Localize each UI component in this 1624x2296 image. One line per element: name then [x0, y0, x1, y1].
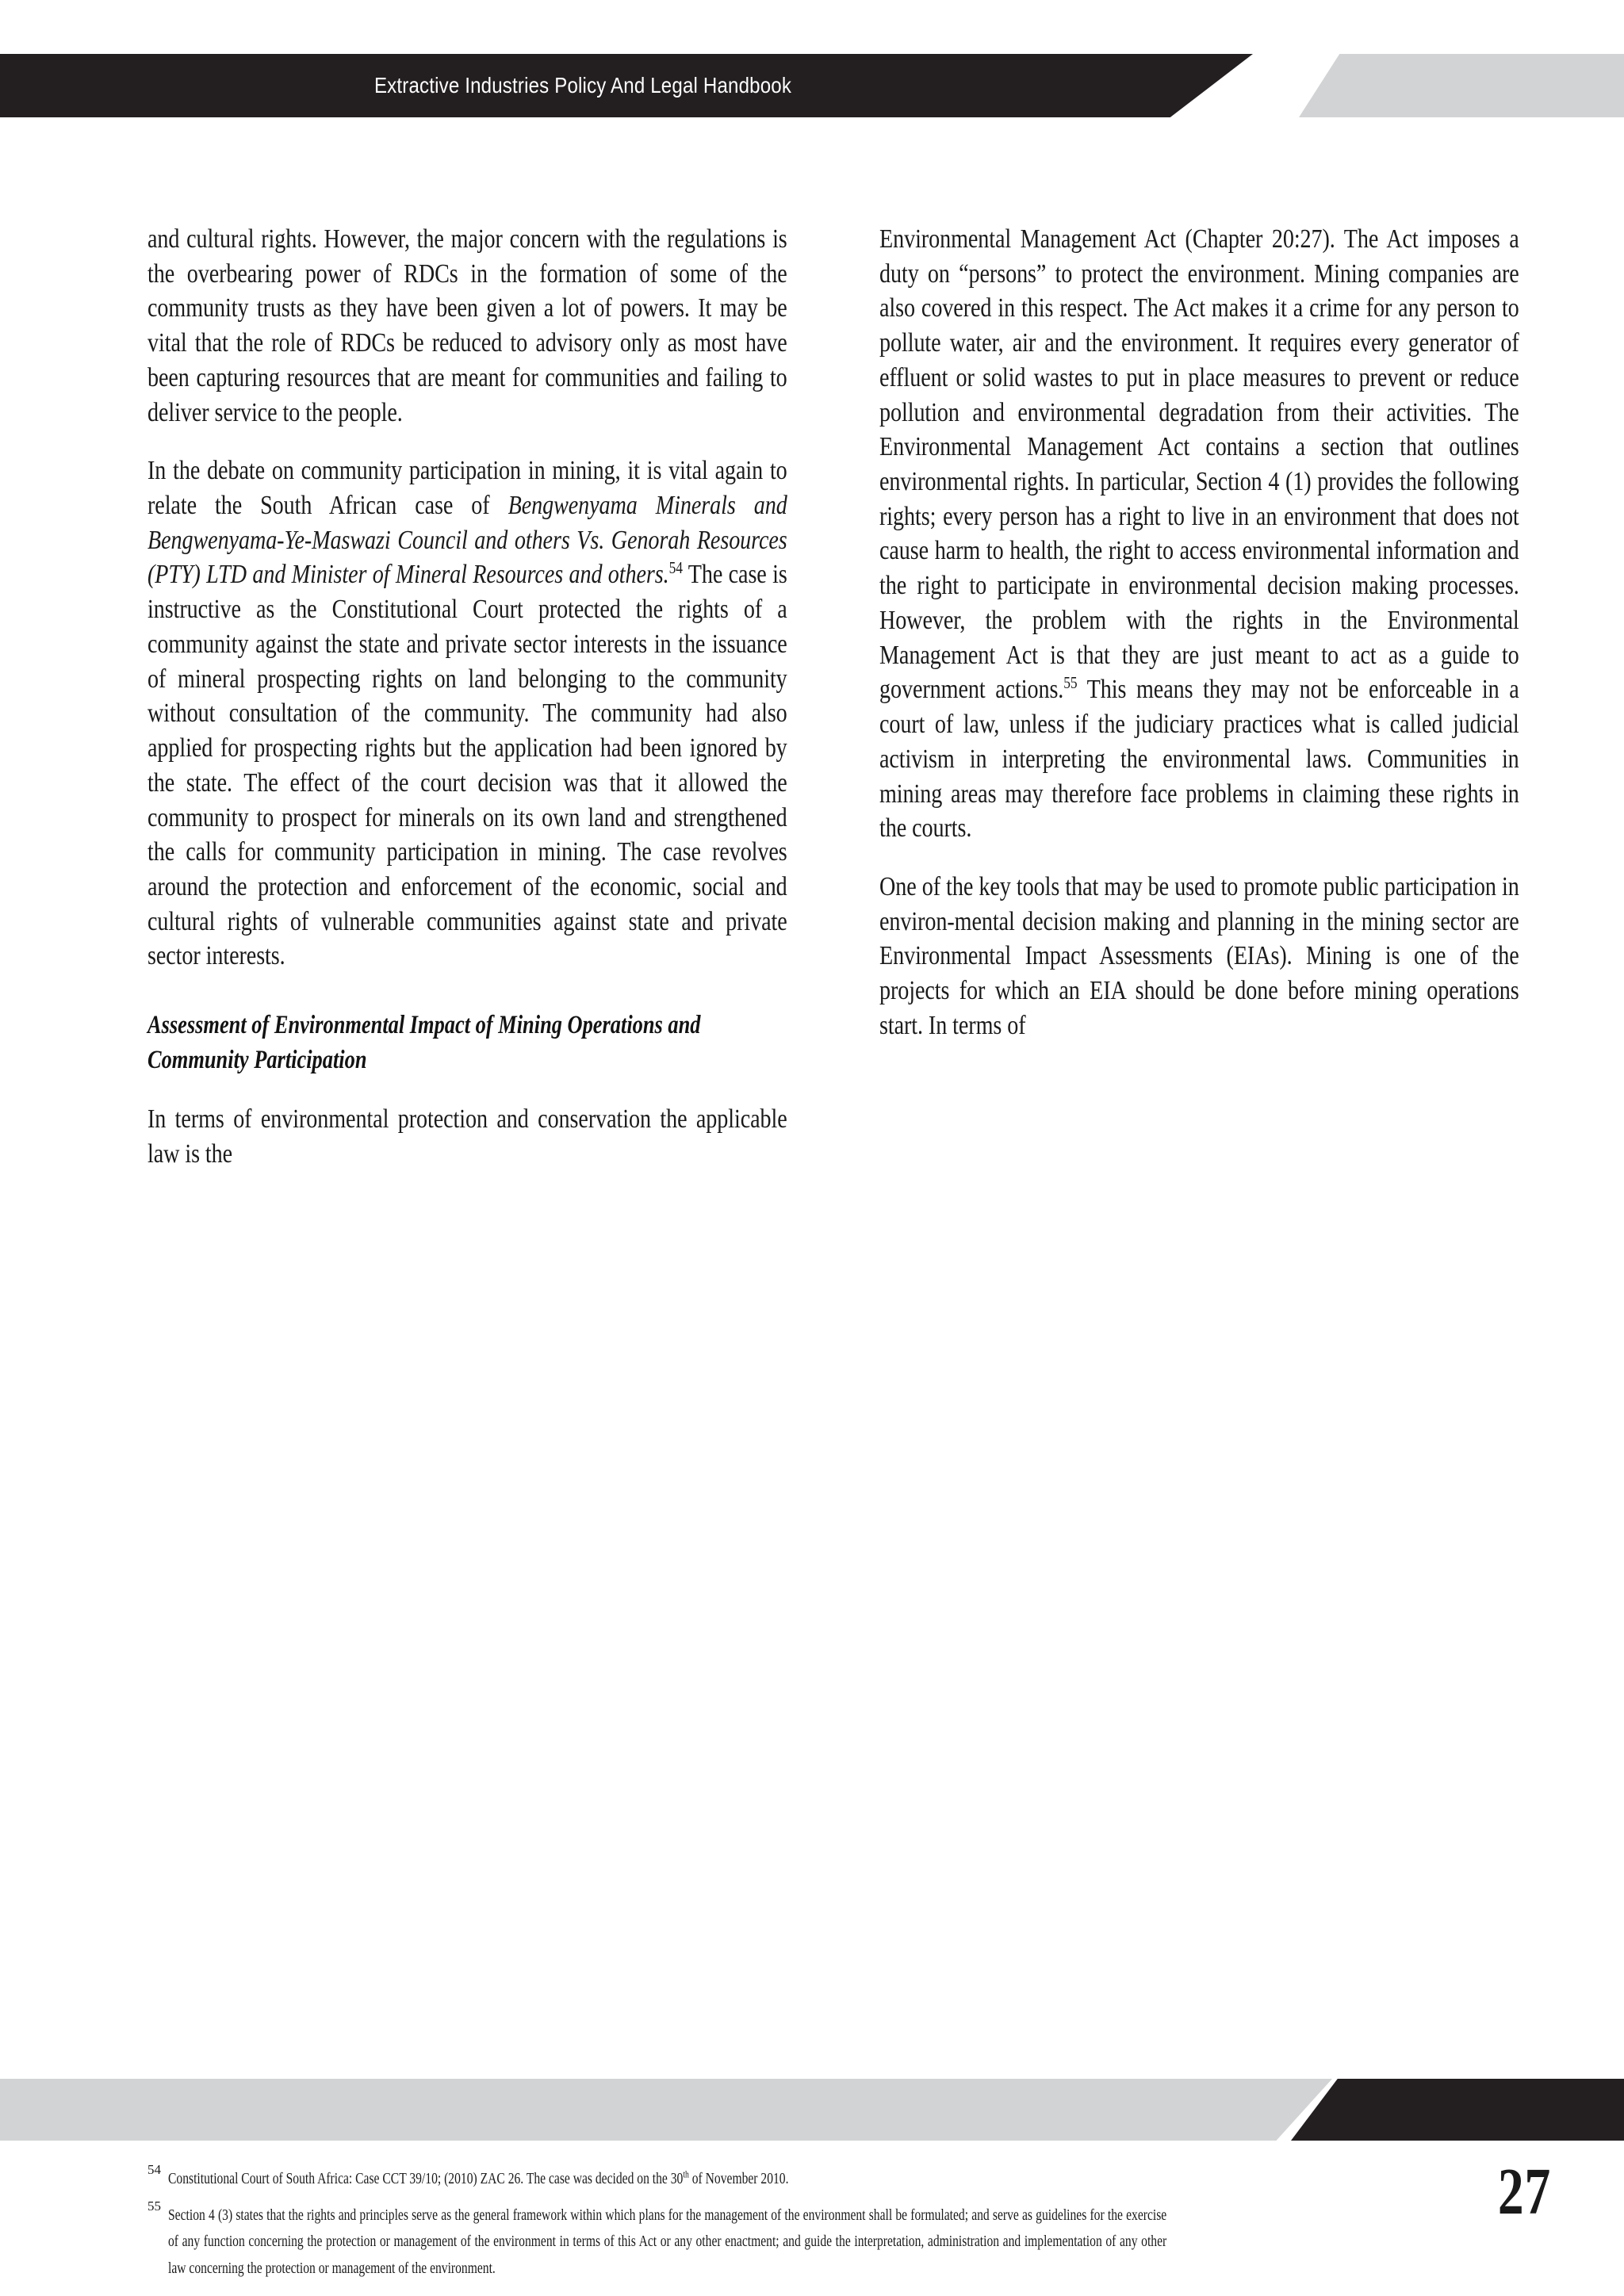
section-heading-eia-assessment: Assessment of Environmental Impact of Mining Operations and Community Participation [147, 1011, 701, 1074]
footnote-54 [147, 2161, 1416, 2193]
footnote-54-text [168, 2161, 1166, 2193]
right-column [879, 222, 1519, 2038]
footnote-54-number: 54 [147, 2162, 161, 2177]
paragraph-bengwenyama-case [147, 453, 787, 974]
footer-band [0, 2079, 1332, 2141]
case-name-italic: Bengwenyama Minerals and Bengwenyama-Ye-Maswazi Council and others Vs. Genorah Resources (PTY) LTD and Minister of Mineral Resources and others. [147, 491, 787, 590]
footnote-54-text-before: Constitutional Court of South Africa: Case CCT 39/10; (2010) ZAC 26. The case was decided on the 30 [168, 2171, 684, 2187]
footnote-ref-54[interactable]: 54 [668, 559, 683, 578]
footnote-54-text-after: of November 2010. [688, 2171, 789, 2187]
ema-text-part-1: Environmental Management Act (Chapter 20:27). The Act imposes a duty on “persons” to protect the environment. Mining companies are also covered in this respect. The Act makes it a crime for any person to pollute water, air and the environment. It requires every generator of effluent or solid wastes to put in place measures to prevent or reduce pollution and environmental degradation from their activities. The Environmental Management Act contains a section that outlines environmental rights. In particular, Section 4 (1) provides the following rights; every person has a right to live in an environment that does not cause harm to health, the right to access environmental information and the right to participate in environmental decision making processes. However, the problem with the rights in the Environmental Management Act is that they are just meant to act as a guide to government actions. [879, 224, 1519, 705]
case-paragraph-tail: The case is instructive as the Constitutional Court protected the rights of a community against the state and private sector interests in the issuance of mineral prospecting rights on land belonging to the community without consultation of the community. The community had also applied for prospecting rights but the application had been ignored by the state. The effect of the court decision was that it allowed the community to prospect for minerals on its own land and strengthened the calls for community participation in mining. The case revolves around the protection and enforcement of the economic, social and cultural rights of vulnerable communities against state and private sector interests. [147, 560, 787, 971]
footnote-55-text: Section 4 (3) states that the rights and principles serve as the general framework within which plans for the management of the environment shall be formulated; and serve as guidelines for the exercise of any function concerning the protection or management of the environment in terms of this Act or any other enactment; and guide the interpretation, administration and implementation of any other law concerning the protection or management of the environment. [168, 2206, 1167, 2277]
footnotes-section [147, 2161, 1416, 2286]
header-title: Extractive Industries Policy And Legal Handbook [373, 73, 792, 98]
footnote-55 [147, 2198, 1416, 2283]
header-accent-shape [1299, 54, 1624, 117]
case-paragraph-lead: In the debate on community participation in mining, it is vital again to relate the South African case of [147, 456, 787, 521]
left-column [147, 222, 787, 2038]
page-number: 27 [1497, 2155, 1551, 2229]
paragraph-eia-tools: One of the key tools that may be used to promote public participation in environ-mental decision making and planning in the mining sector are Environmental Impact Assessments (EIAs). Mining is one of the projects for which an EIA should be done before mining operations start. In terms of [879, 871, 1519, 1040]
paragraph-environmental-management-act [879, 222, 1519, 846]
footnote-55-number: 55 [147, 2198, 161, 2214]
paragraph-rdc-concern: and cultural rights. However, the major concern with the regulations is the overbearing power of RDCs in the formation of some of the community trusts as they have been given a lot of powers. It may be vital that the role of RDCs be reduced to advisory only as most have been capturing resources that are meant for communities and failing to deliver service to the people. [147, 224, 787, 427]
ema-text-part-2: This means they may not be enforceable in a court of law, unless if the judiciary practices what is called judicial activism in interpreting the environmental laws. Communities in mining areas may therefore face problems in claiming these rights in the courts. [879, 675, 1519, 844]
footer-accent-shape [1291, 2079, 1624, 2141]
body-columns [147, 222, 1519, 2038]
paragraph-environmental-protection: In terms of environmental protection and conservation the applicable law is the [147, 1104, 787, 1169]
footnote-ref-55[interactable]: 55 [1063, 674, 1078, 693]
footnote-54-ordinal-suffix: th [683, 2168, 689, 2180]
